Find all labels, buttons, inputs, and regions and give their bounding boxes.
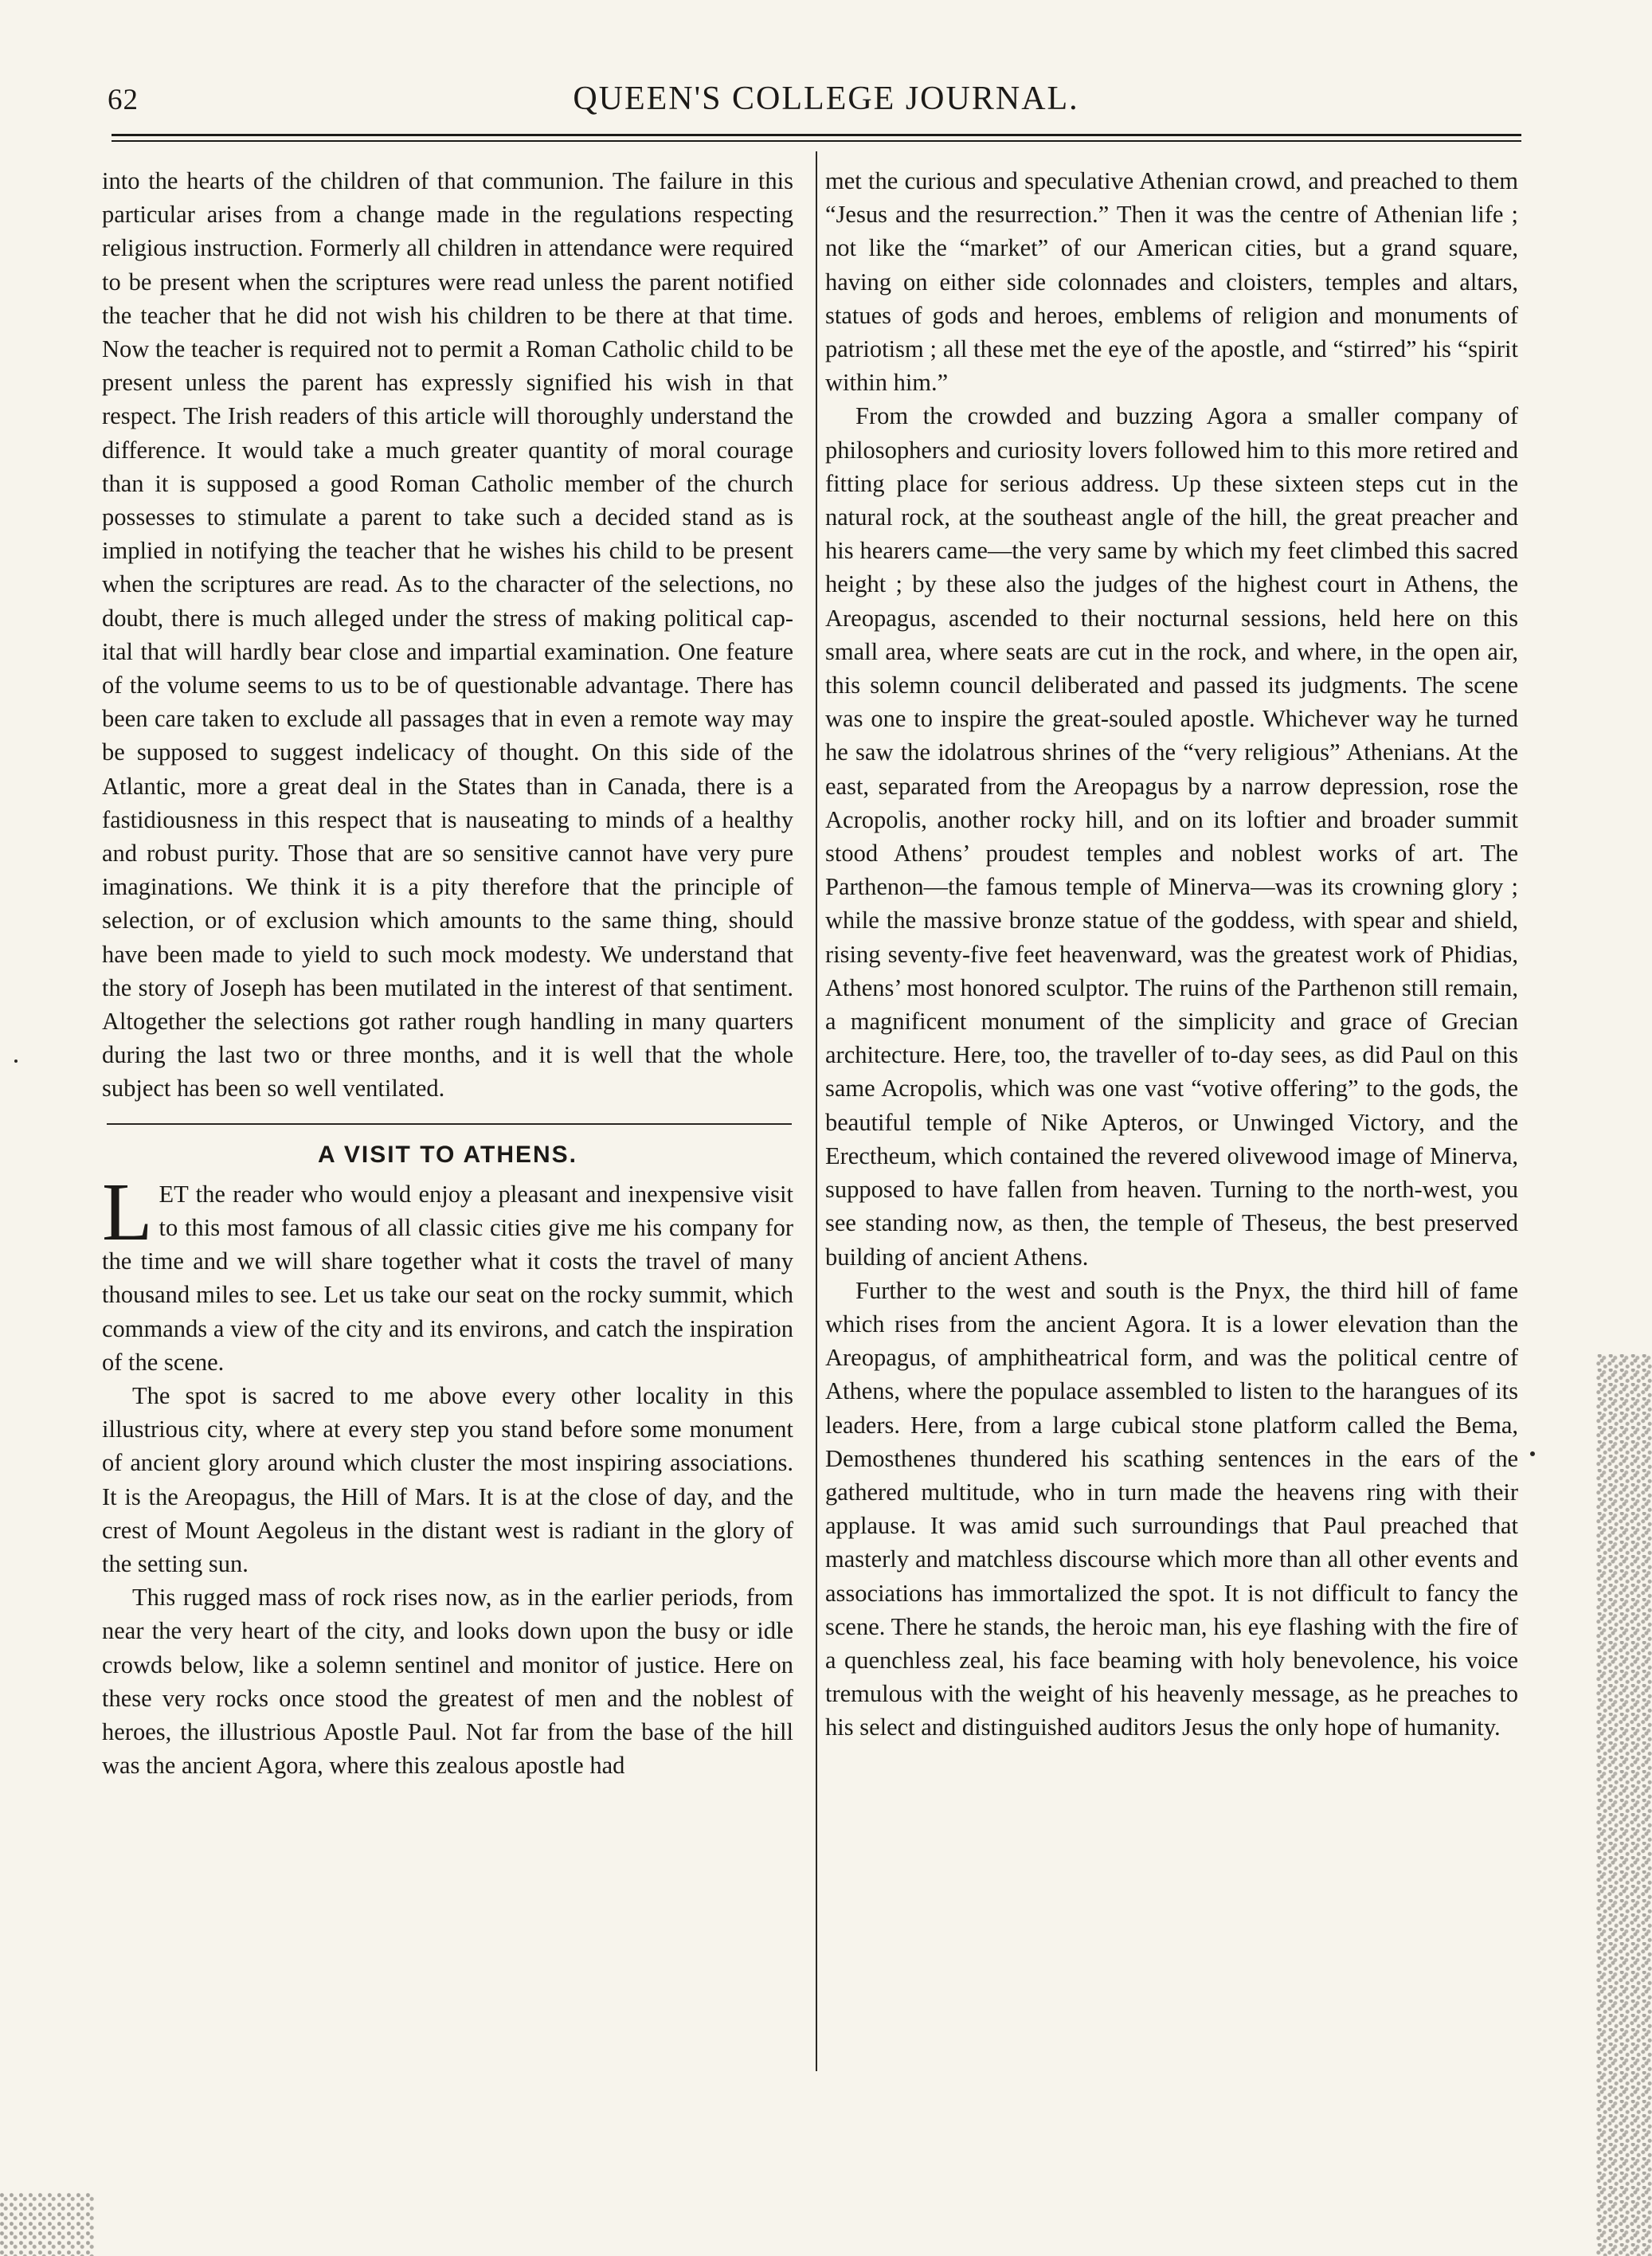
- right-column: [825, 164, 1518, 1745]
- print-speck: [1530, 1451, 1535, 1456]
- body-paragraph: This rugged mass of rock rises now, as in the earlier periods, from near the very heart of the city, and looks down upon the busy or idle crowds below, like a solemn sentinel and monitor of justice. Here on these very rocks once stood the greatest of men and the noblest of heroes, the illustrious Apostle Paul. Not far from the base of the hill was the ancient Agora, where this zealous apostle had: [102, 1584, 793, 1780]
- opening-paragraph: [102, 1165, 793, 1379]
- continued-paragraph: into the hearts of the children of that communion. The failure in this particular arises from a change made in the regulations respecting religious instruction. Formerly all children in attendance were required to be present when the scriptures were read unless the parent notified the teacher that he did not wish his children to be there at that time. Now the teacher is required not to permit a Roman Catholic child to be present unless the parent has expressly signified his wish in that respect. The Irish readers of this article will thoroughly understand the difference. It would take a much greater quantity of moral courage than it is supposed a good Roman Catholic member of the church possesses to stimulate a parent to take such a decided stand as is implied in notifying the teacher that he wishes his child to be present when the scriptures are read. As to the character of the selections, no doubt, there is much alleged under the stress of making political capital that will hardly bear close and impartial examination. One feature of the volume seems to us to be of questionable advantage. There has been care taken to exclude all passages that in even a remote way may be supposed to suggest indelicacy of thought. On this side of the Atlantic, more a great deal in the States than in Canada, there is a fastidiousness in this respect that is nauseating to minds of a healthy and robust purity. Those that are so sensitive cannot have very pure imaginations. We think it is a pity therefore that the principle of selection, or of exclusion which amounts to the same thing, should have been made to yield to such mock modesty. We understand that the story of Joseph has been mutilated in the interest of that sentiment. Altogether the selections got rather rough handling in many quarters during the last two or three months, and it is well that the whole subject has been so well ventilated.: [102, 167, 793, 1103]
- left-column: [102, 164, 793, 1782]
- body-paragraph: The spot is sacred to me above every other locality in this illustrious city, where at every step you stand before some monument of ancient glory around which cluster the most inspiring associations. It is the Areopagus, the Hill of Mars. It is at the close of day, and the crest of Mount Aegoleus in the distant west is radiant in the glory of the setting sun.: [102, 1381, 793, 1577]
- scan-edge-noise: [1596, 1354, 1652, 2256]
- journal-title: QUEEN'S COLLEGE JOURNAL.: [573, 80, 1079, 117]
- body-paragraph: From the crowded and buzzing Agora a smaller company of philosophers and curiosity lovers followed him to this more retired and fitting place for serious address. Up these sixteen steps cut in the natural rock, at the southeast angle of the hill, the great preacher and his hearers came—the very same by which my feet climbed this sacred height ; by these also the judges of the highest court in Athens, the Areopagus, ascended to their nocturnal sessions, held here on this small area, where seats are cut in the rock, and where, in the open air, this solemn council deliberated and passed its judgments. The scene was one to inspire the great-souled apostle. Whichever way he turned he saw the idolatrous shrines of the “very religious” Athenians. At the east, separated from the Areopagus by a narrow depression, rose the Acropolis, another rocky hill, and on its loftier and broader summit stood Athens’ proudest temples and noblest works of art. The Parthenon—the famous temple of Minerva—was its crowning glory ; while the massive bronze statue of the goddess, with spear and shield, rising seventy-five feet heavenward, was the greatest work of Phidias, Athens’ most honored sculptor. The ruins of the Parthenon still remain, a magnificent monument of the simplicity and grace of Grecian architecture. Here, too, the traveller of to-day sees, as did Paul on this same Acropolis, which was one vast “votive offering” to the gods, the beautiful temple of Nike Apteros, or Unwinged Victory, and the Erectheum, which contained the revered olivewood image of Minerva, supposed to have fallen from heaven. Turning to the north-west, you see standing now, as then, the temple of Theseus, the best preserved building of ancient Athens.: [825, 402, 1518, 1271]
- header-rule-thick: [112, 134, 1521, 136]
- page-number: 62: [108, 84, 139, 116]
- column-divider: [816, 151, 817, 2071]
- section-rule: [107, 1123, 792, 1125]
- print-speck: [14, 1059, 18, 1063]
- header-rule-thin: [112, 140, 1521, 142]
- article-title: A VISIT TO ATHENS.: [317, 1141, 578, 1168]
- body-paragraph: Further to the west and south is the Pnyx, the third hill of fame which rises from the ancient Agora. It is a lower elevation than the Areopagus, of amphitheatrical form, and was the political centre of Athens, where the populace assembled to listen to the harangues of its leaders. Here, from a large cubical stone platform called the Bema, Demosthenes thundered his scathing sentences in the ears of the gathered multitude, who in turn made the heavens ring with their applause. It was amid such surroundings that Paul preached that masterly and matchless discourse which more than all other events and associations has immortalized the spot. It is not difficult to fancy the scene. There he stands, the heroic man, his eye flashing with the fire of a quenchless zeal, his face beaming with holy benevolence, his voice tremulous with the weight of his heavenly message, as he preaches to his select and distinguished auditors Jesus the only hope of humanity.: [825, 1276, 1518, 1741]
- opening-paragraph-text: ET the reader who would enjoy a pleasant and inexpensive visit to this most famous of all classic cities give me his company for the time and we will share together what it costs the travel of many thousand miles to see. Let us take our seat on the rocky summit, which commands a view of the city and its environs, and catch the inspiration of the scene.: [102, 1180, 793, 1376]
- continued-paragraph: met the curious and speculative Athenian crowd, and preached to them “Jesus and the resurrection.” Then it was the centre of Athenian life ; not like the “market” of our American cities, but a grand square, having on either side colonnades and cloisters, temples and altars, statues of gods and heroes, emblems of religion and monuments of patriotism ; all these met the eye of the apostle, and “stirred” his “spirit within him.”: [825, 167, 1518, 397]
- scan-corner-noise: [0, 2192, 96, 2256]
- drop-cap: L: [102, 1165, 153, 1258]
